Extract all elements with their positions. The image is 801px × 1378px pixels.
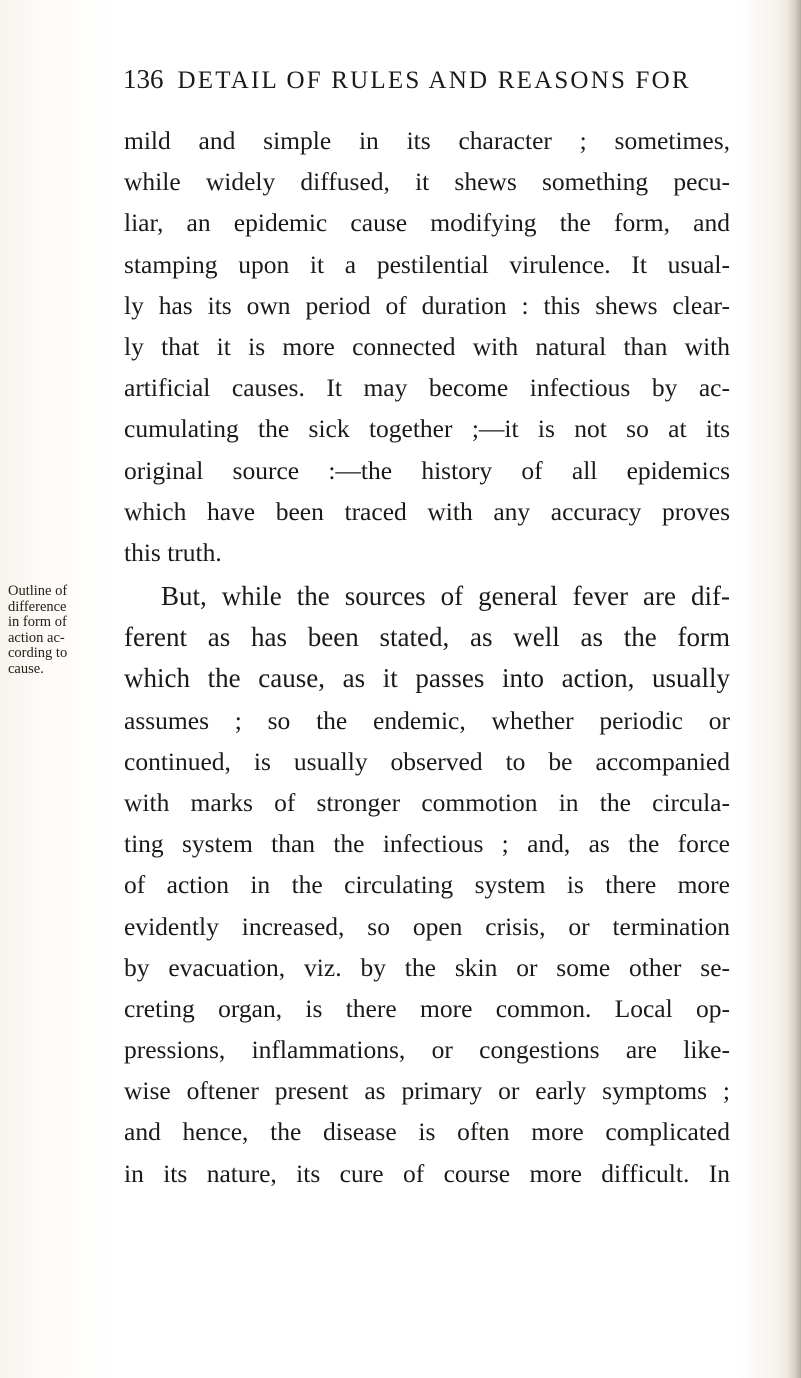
text-line: wise oftener present as primary or early symptoms ;	[124, 1076, 730, 1106]
text-line: ferent as has been stated, as well as the form	[124, 622, 730, 653]
text-line: pressions, inflammations, or congestions are like-	[124, 1035, 730, 1065]
margin-note-line: difference	[8, 598, 67, 615]
text-line: of action in the circulating system is there more	[124, 870, 730, 900]
text-line: stamping upon it a pestilential virulence. It usual-	[124, 249, 730, 279]
text-line: assumes ; so the endemic, whether periodic or	[124, 705, 730, 735]
text-line: continued, is usually observed to be accompanied	[124, 746, 730, 776]
text-line: artificial causes. It may become infectious by ac-	[124, 373, 730, 403]
margin-note-line: cording to	[8, 645, 68, 662]
text-line: with marks of stronger commotion in the circula-	[124, 787, 730, 817]
text-line: mild and simple in its character ; sometimes,	[124, 126, 730, 155]
paragraph-1	[124, 120, 730, 573]
margin-note	[8, 584, 118, 678]
text-line: which the cause, as it passes into action, usually	[124, 663, 730, 694]
text-line: ly that it is more connected with natural than with	[124, 331, 730, 361]
text-line: by evacuation, viz. by the skin or some other se-	[124, 952, 730, 982]
text-line: liar, an epidemic cause modifying the form, and	[124, 208, 730, 238]
running-head-title: DETAIL OF RULES AND REASONS FOR	[177, 67, 691, 94]
text-line: original source :—the history of all epidemics	[124, 455, 730, 485]
text-line: evidently increased, so open crisis, or termination	[124, 911, 730, 941]
text-line: But, while the sources of general fever are dif-	[161, 581, 730, 611]
page-edge-shadow	[787, 0, 801, 1378]
paragraph-2	[124, 576, 730, 1194]
margin-note-line: Outline of	[8, 583, 68, 599]
page-number: 136	[123, 64, 164, 94]
margin-note-line: cause.	[8, 660, 44, 677]
text-line: and hence, the disease is often more complicated	[124, 1117, 730, 1147]
text-line: in its nature, its cure of course more difficult. In	[124, 1158, 730, 1188]
margin-note-line: in form of	[8, 614, 67, 631]
text-line: this truth.	[124, 537, 222, 567]
text-line: cumulating the sick together ;—it is not so at its	[124, 414, 730, 444]
margin-note-line: action ac-	[8, 629, 65, 646]
text-line: ly has its own period of duration : this shews clear-	[124, 290, 730, 320]
running-head	[123, 64, 763, 104]
text-line: ting system than the infectious ; and, as the force	[124, 829, 730, 859]
text-line: which have been traced with any accuracy proves	[124, 496, 730, 526]
text-line: creting organ, is there more common. Local op-	[124, 993, 730, 1023]
text-line: while widely diffused, it shews something pecu-	[124, 167, 730, 197]
